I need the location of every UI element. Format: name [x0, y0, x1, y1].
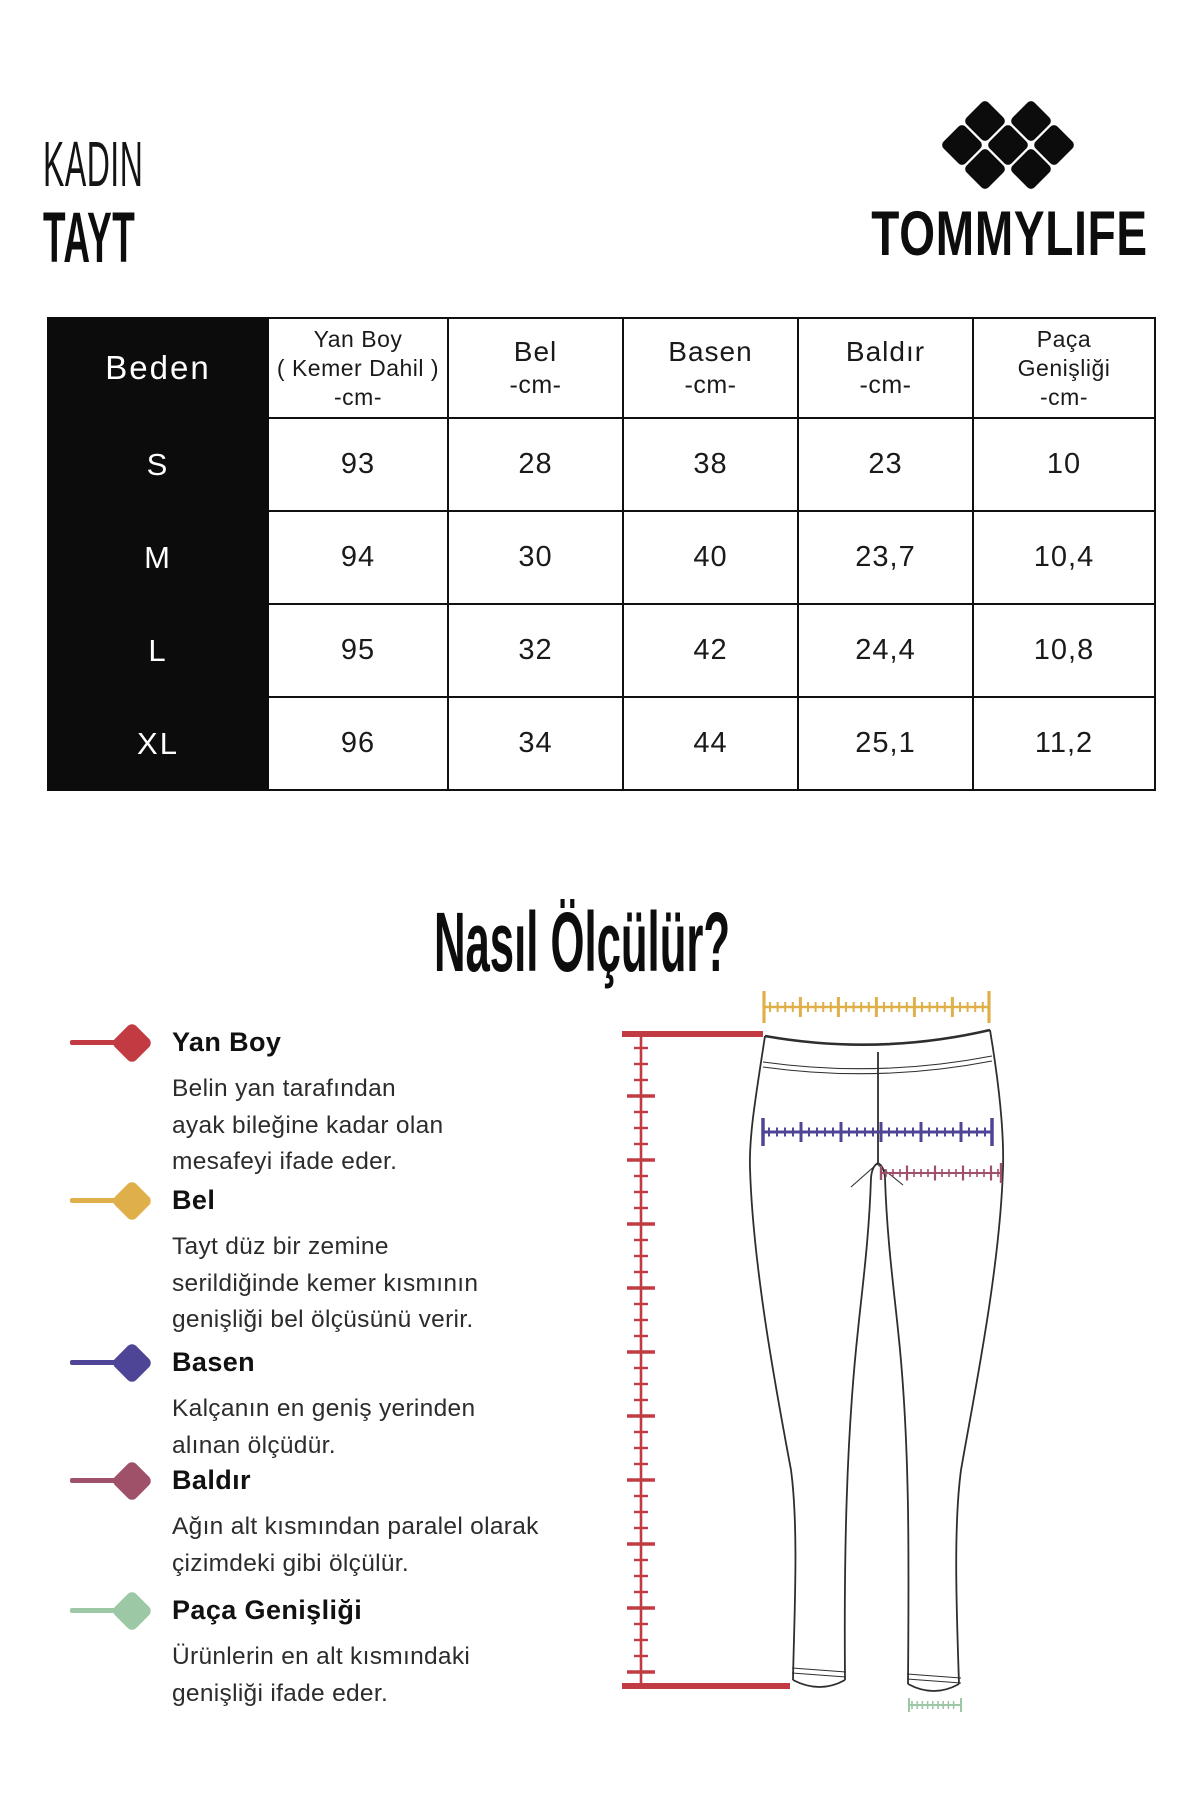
value-cell: 42: [623, 604, 798, 697]
category-title: KADIN: [43, 128, 144, 200]
value-cell: 38: [623, 418, 798, 511]
section-title: Paça Genişliği: [172, 1595, 363, 1625]
table-row: [48, 604, 1155, 697]
guide-title: Nasıl Ölçülür?: [433, 895, 731, 989]
product-title: TAYT: [43, 199, 136, 278]
section-title: Basen: [172, 1347, 256, 1377]
col-header-bel: Bel -cm-: [448, 318, 623, 418]
brand-name: TOMMYLIFE: [871, 199, 1148, 269]
section-title: Baldır: [172, 1465, 251, 1495]
value-cell: 95: [268, 604, 448, 697]
bel-diamond-icon: [111, 1180, 153, 1222]
col-header-basen: Basen -cm-: [623, 318, 798, 418]
size-label: M: [48, 511, 268, 604]
value-cell: 24,4: [798, 604, 973, 697]
value-cell: 23,7: [798, 511, 973, 604]
section-description: Ağın alt kısmından paralel olarak çizimdeki gibi ölçülür.: [172, 1513, 539, 1577]
value-cell: 11,2: [973, 697, 1155, 790]
size-label: S: [48, 418, 268, 511]
value-cell: 94: [268, 511, 448, 604]
bel-ruler: [764, 991, 989, 1023]
col-header-paca: Paça Genişliği -cm-: [973, 318, 1155, 418]
section-title: Yan Boy: [172, 1027, 282, 1057]
value-cell: 93: [268, 418, 448, 511]
yan-boy-ruler: [622, 1032, 790, 1686]
value-cell: 32: [448, 604, 623, 697]
value-cell: 10,8: [973, 604, 1155, 697]
section-description: Tayt düz bir zemine serildiğinde kemer kısmının genişliği bel ölçüsünü verir.: [172, 1233, 479, 1333]
section-description: Kalçanın en geniş yerinden alınan ölçüdür.: [172, 1395, 476, 1459]
col-header-baldir: Baldır -cm-: [798, 318, 973, 418]
paca-diamond-icon: [111, 1590, 153, 1632]
table-row: [48, 697, 1155, 790]
col-header-yan-boy: Yan Boy ( Kemer Dahil ) -cm-: [268, 318, 448, 418]
baldir-ruler: [881, 1163, 1001, 1183]
paca-ruler: [909, 1698, 961, 1712]
value-cell: 28: [448, 418, 623, 511]
size-label: XL: [48, 697, 268, 790]
leggings-outline: [750, 1030, 1003, 1691]
value-cell: 10,4: [973, 511, 1155, 604]
value-cell: 30: [448, 511, 623, 604]
section-description: Belin yan tarafından ayak bileğine kadar olan mesafeyi ifade eder.: [172, 1075, 444, 1175]
table-header-row: [48, 318, 1155, 418]
value-cell: 23: [798, 418, 973, 511]
basen-ruler: [763, 1118, 992, 1146]
size-table: [47, 317, 1156, 791]
value-cell: 96: [268, 697, 448, 790]
value-cell: 34: [448, 697, 623, 790]
value-cell: 25,1: [798, 697, 973, 790]
col-header-beden: Beden: [48, 318, 268, 418]
tommylife-logo-icon: [940, 99, 1076, 191]
yan-boy-diamond-icon: [111, 1022, 153, 1064]
value-cell: 10: [973, 418, 1155, 511]
size-label: L: [48, 604, 268, 697]
value-cell: 44: [623, 697, 798, 790]
basen-diamond-icon: [111, 1342, 153, 1384]
section-title: Bel: [172, 1185, 216, 1215]
baldir-diamond-icon: [111, 1460, 153, 1502]
table-row: [48, 418, 1155, 511]
value-cell: 40: [623, 511, 798, 604]
section-description: Ürünlerin en alt kısmındaki genişliği ifade eder.: [172, 1643, 471, 1707]
table-row: [48, 511, 1155, 604]
